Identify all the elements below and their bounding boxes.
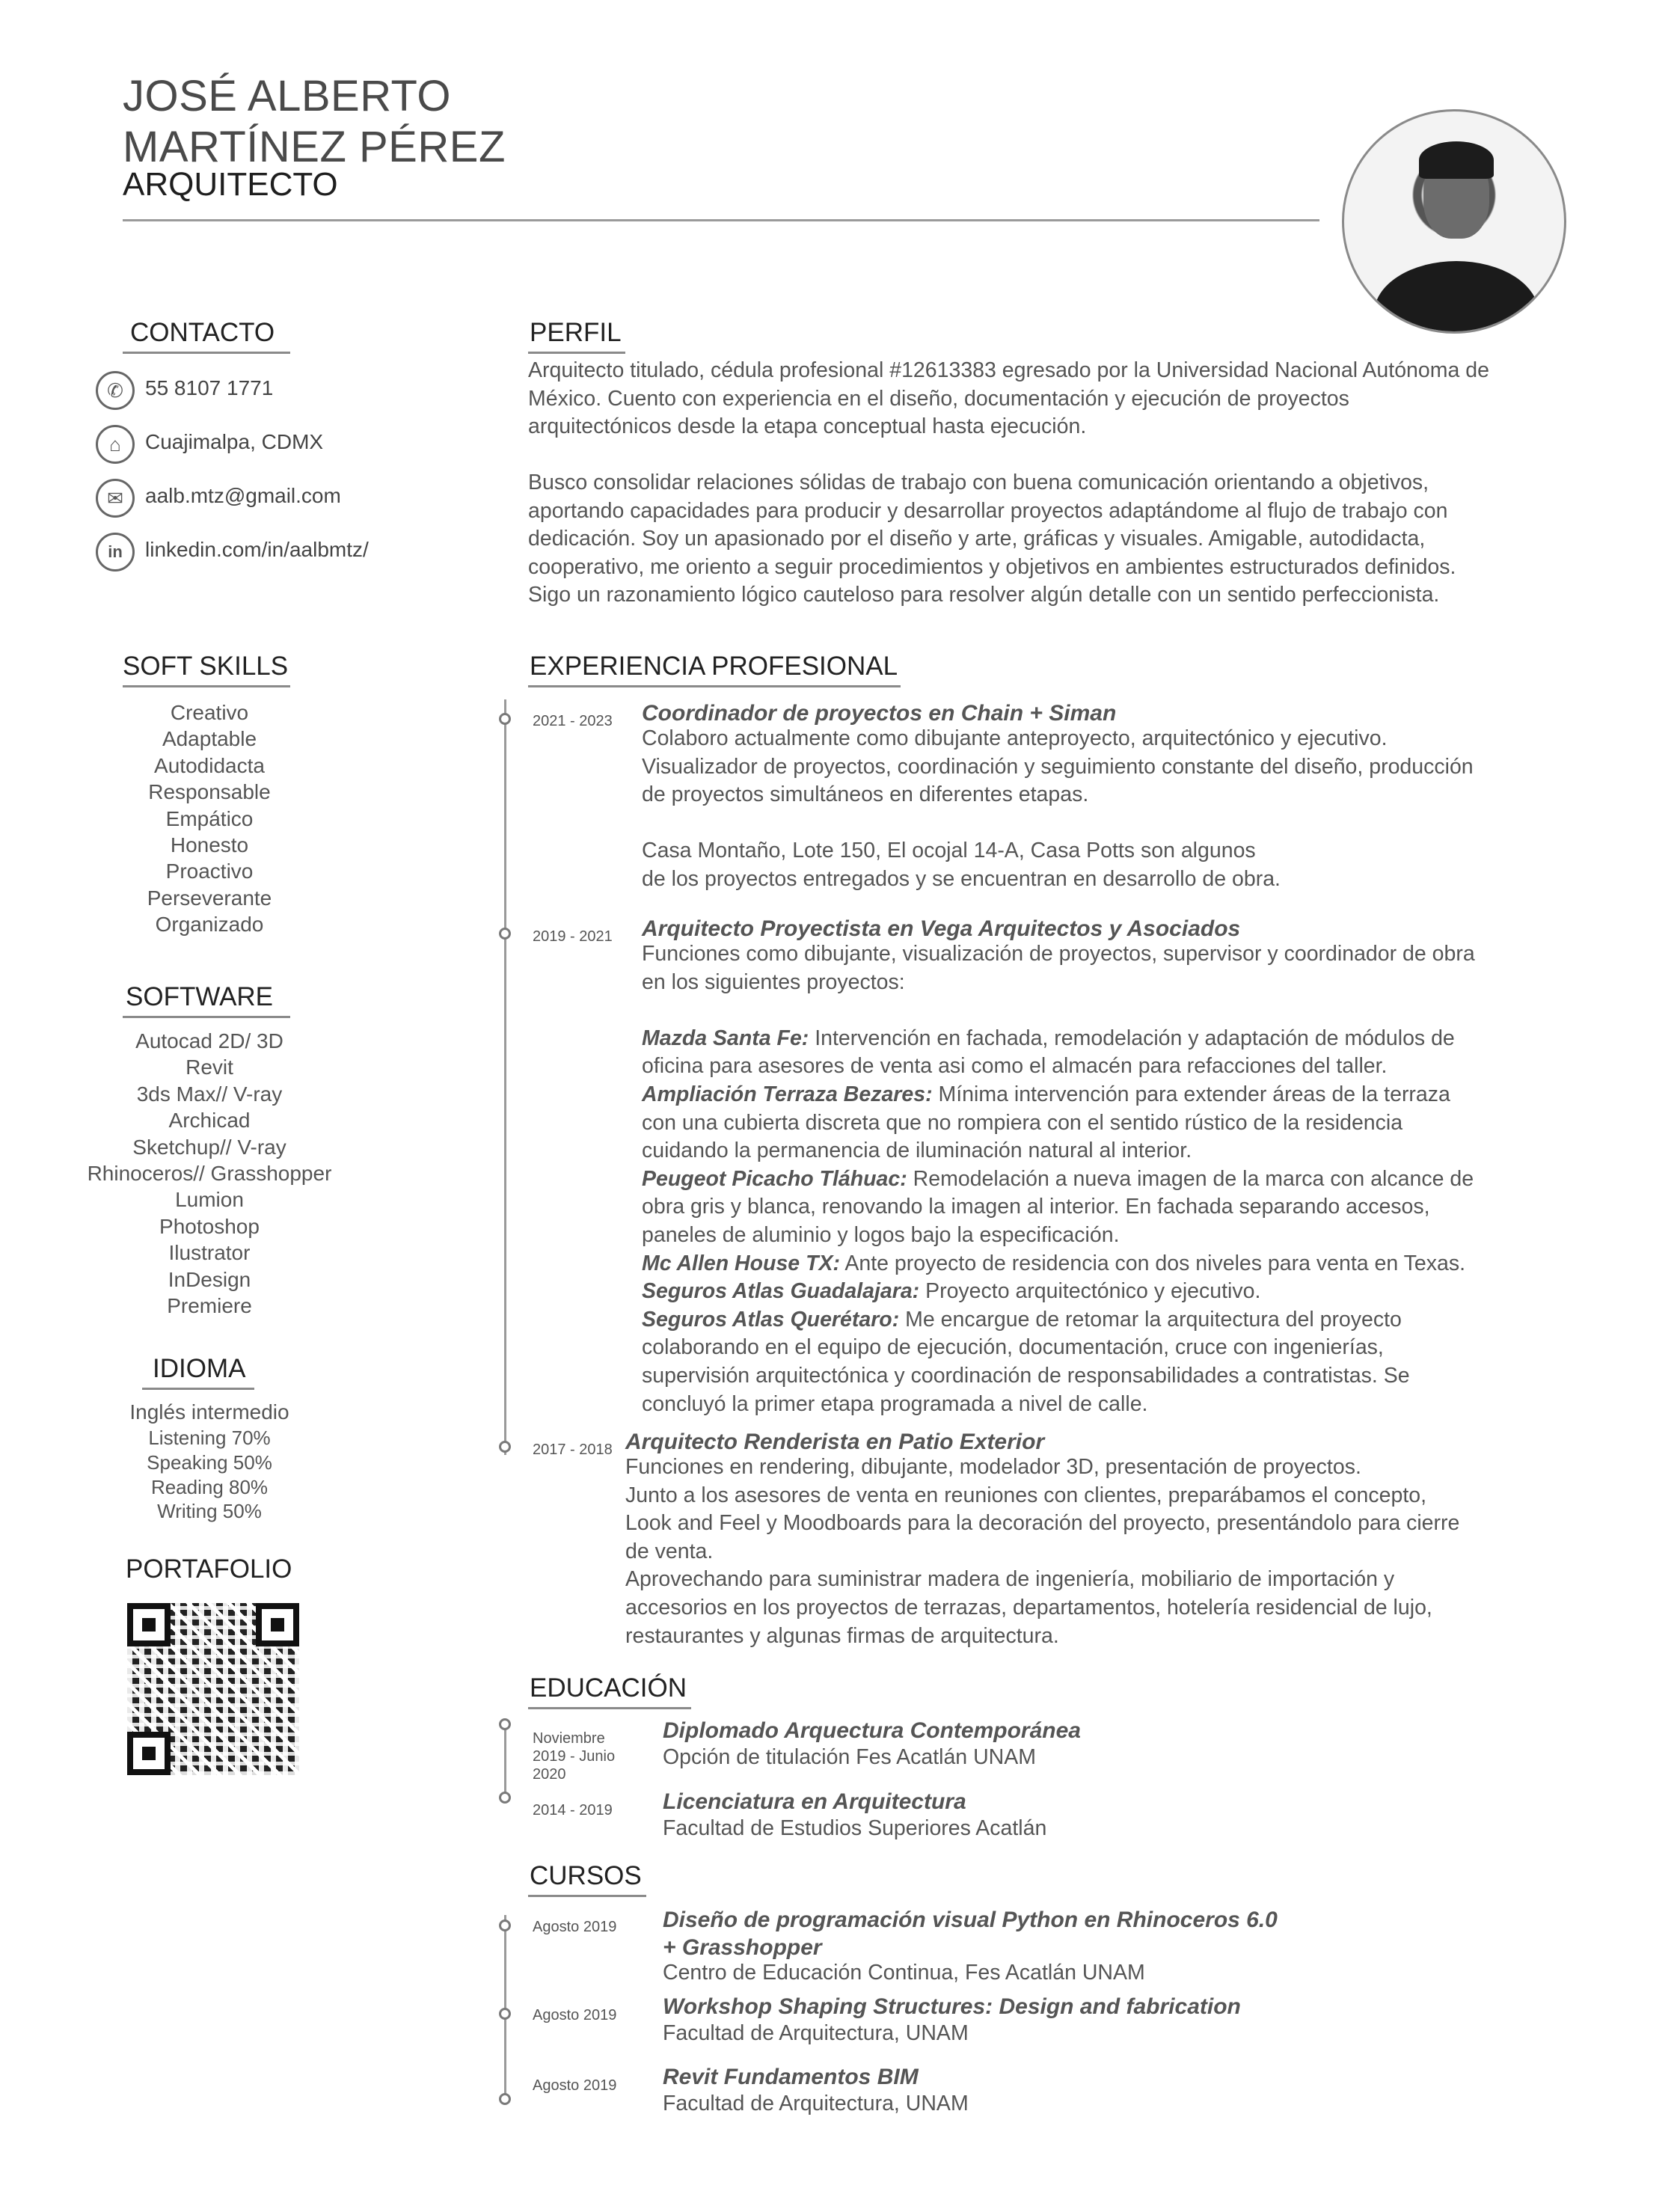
timeline-dot [499, 928, 511, 940]
name [123, 71, 506, 173]
project-line [642, 1165, 1614, 1194]
idioma-underline [142, 1388, 254, 1390]
software-underline [123, 1016, 290, 1018]
name-line-2: MARTÍNEZ PÉREZ [123, 123, 506, 171]
project-name: Peugeot Picacho Tláhuac: [642, 1166, 907, 1191]
educacion-timeline [504, 1724, 506, 1799]
list-item: Photoshop [159, 1214, 260, 1238]
list-item: Ilustrator [168, 1241, 251, 1265]
header-divider [123, 219, 1319, 221]
list-item: 3ds Max// V-ray [136, 1082, 283, 1106]
job-line: Funciones en rendering, dibujante, modelador 3D, presentación de proyectos. [625, 1455, 1361, 1479]
list-item: InDesign [168, 1267, 251, 1291]
job-line: colaborando en el equipo de ejecución, documentación, cruce con ingenierías, [642, 1335, 1384, 1360]
list-item: Creativo [170, 701, 249, 724]
list-item: Empático [165, 806, 254, 830]
project-name: Seguros Atlas Querétaro: [642, 1307, 900, 1332]
job-date: 2019 - 2021 [533, 928, 613, 945]
project-name: Mazda Santa Fe: [642, 1026, 809, 1050]
course-title [663, 1906, 1278, 1961]
edu-date-line: 2020 [533, 1766, 566, 1783]
job-date: 2017 - 2018 [533, 1441, 613, 1458]
job-line: con una cubierta discreta que no rompiera con el sentido rústico de la residencia [642, 1110, 1403, 1135]
contact-phone[interactable]: 55 8107 1771 [145, 376, 274, 399]
list-item: Listening 70% [148, 1427, 271, 1449]
project-name: Mc Allen House TX: [642, 1251, 840, 1275]
edu-title: Diplomado Arquectura Contemporánea [663, 1718, 1081, 1743]
software-heading: SOFTWARE [126, 982, 274, 1011]
project-name: Ampliación Terraza Bezares: [642, 1082, 933, 1106]
list-item: Rhinoceros// Grasshopper [87, 1162, 332, 1186]
qr-finder [256, 1603, 299, 1646]
job-line: Visualizador de proyectos, coordinación y seguimiento constante del diseño, producción [642, 754, 1474, 779]
project-text: Remodelación a nueva imagen de la marca con alcance de [907, 1166, 1474, 1191]
job-line: restaurantes y algunas firmas de arquitectura. [625, 1623, 1059, 1648]
course-date: Agosto 2019 [533, 2077, 617, 2094]
list-item: Speaking 50% [147, 1450, 272, 1474]
course-title: Workshop Shaping Structures: Design and fabrication [663, 1994, 1241, 2019]
linkedin-icon: in [96, 533, 135, 572]
perfil-line: Arquitecto titulado, cédula profesional #12613383 egresado por la Universidad Nacional Autónoma de [528, 358, 1489, 382]
perfil-heading: PERFIL [530, 318, 622, 347]
list-item: Inglés intermedio [129, 1400, 289, 1424]
job-line: Look and Feel y Moodboards para la decoración del proyecto, presentándolo para cierre [625, 1511, 1460, 1536]
perfil-line: aportando capacidades para producir y desarrollar proyectos adaptándome al flujo de trabajo con [528, 498, 1448, 523]
experiencia-heading: EXPERIENCIA PROFESIONAL [530, 652, 898, 681]
experiencia-underline [528, 685, 901, 687]
perfil-text [528, 357, 1605, 441]
list-item: Sketchup// V-ray [132, 1135, 286, 1159]
list-item: Proactivo [165, 860, 254, 883]
project-line [642, 1025, 1614, 1053]
job-line: de venta. [625, 1539, 714, 1563]
name-line-1: JOSÉ ALBERTO [123, 72, 452, 120]
job-line: concluyó la primer etapa programada a nivel de calle. [642, 1391, 1148, 1416]
contact-email[interactable]: aalb.mtz@gmail.com [145, 484, 341, 507]
course-date: Agosto 2019 [533, 2007, 617, 2023]
job-line: en los siguientes proyectos: [642, 969, 905, 994]
project-name: Seguros Atlas Guadalajara: [642, 1279, 920, 1304]
perfil-line: Busco consolidar relaciones sólidas de trabajo con buena comunicación orientando a objetivos, [528, 471, 1429, 494]
qr-finder [127, 1732, 171, 1775]
course-institution: Facultad de Arquitectura, UNAM [663, 2021, 969, 2045]
contact-linkedin[interactable]: linkedin.com/in/aalbmtz/ [145, 538, 369, 561]
timeline-dot [499, 1718, 511, 1730]
job-line: Casa Montaño, Lote 150, El ocojal 14-A, Casa Potts son algunos [642, 839, 1256, 863]
job-line: Funciones como dibujante, visualización de proyectos, supervisor y coordinador de obra [642, 942, 1475, 966]
perfil-line: Sigo un razonamiento lógico cauteloso para resolver algún detalle con un sentido perfeccionista. [528, 583, 1440, 607]
project-line [642, 1250, 1614, 1278]
job-title: Coordinador de proyectos en Chain + Siman [642, 701, 1117, 726]
list-item: Premiere [167, 1294, 252, 1318]
timeline-dot [499, 713, 511, 725]
timeline-dot [499, 1441, 511, 1453]
job-line: Junto a los asesores de venta en reuniones con clientes, preparábamos el concepto, [625, 1483, 1427, 1507]
edu-subtitle: Facultad de Estudios Superiores Acatlán [663, 1816, 1047, 1840]
project-line [642, 1081, 1614, 1109]
project-line [642, 1306, 1614, 1335]
job-line: paneles de aluminio y logos bajo la especificación. [642, 1222, 1120, 1247]
job-title: Arquitecto Renderista en Patio Exterior [625, 1430, 1045, 1454]
soft-skills-list [45, 699, 374, 938]
list-item: Lumion [175, 1188, 244, 1212]
perfil-text-2 [528, 469, 1605, 610]
course-institution: Facultad de Arquitectura, UNAM [663, 2092, 969, 2115]
job-line: supervisión arquitectónica y coordinación de responsabilidades a contratistas. Se [642, 1363, 1410, 1388]
job-line: accesorios en los proyectos de terrazas, departamentos, hotelería residencial de lujo, [625, 1595, 1432, 1620]
course-date: Agosto 2019 [533, 1919, 617, 1935]
project-text: Me encargue de retomar la arquitectura del proyecto [899, 1307, 1402, 1332]
edu-subtitle: Opción de titulación Fes Acatlán UNAM [663, 1745, 1036, 1769]
list-item: Autodidacta [154, 753, 265, 777]
job-line: oficina para asesores de venta asi como el almacén para refacciones del taller. [642, 1054, 1388, 1079]
portafolio-heading: PORTAFOLIO [126, 1554, 292, 1584]
soft-skills-underline [123, 685, 290, 687]
edu-date [533, 1729, 615, 1783]
timeline-dot [499, 2093, 511, 2105]
job-line-gap [642, 809, 1614, 838]
list-item: Honesto [170, 833, 249, 857]
course-title-line: + Grasshopper [663, 1935, 822, 1960]
phone-icon: ✆ [96, 371, 135, 410]
job-line: obra gris y blanca, renovando la imagen al interior. En fachada separando accesos, [642, 1195, 1430, 1219]
educacion-heading: EDUCACIÓN [530, 1673, 687, 1703]
project-text: Ante proyecto de residencia con dos niveles para venta en Texas. [839, 1251, 1465, 1275]
perfil-line: arquitectónicos desde la etapa conceptual hasta ejecución. [528, 414, 1087, 439]
edu-date-line: Noviembre [533, 1730, 605, 1747]
educacion-underline [528, 1707, 691, 1709]
job-description [625, 1453, 1613, 1650]
project-line [642, 1278, 1614, 1306]
list-item: Reading 80% [150, 1475, 269, 1498]
job-description [642, 725, 1614, 894]
list-item: Perseverante [147, 886, 272, 910]
list-item: Organizado [155, 913, 264, 937]
job-description [642, 940, 1614, 1418]
contacto-underline [123, 352, 290, 354]
job-title: Arquitecto Proyectista en Vega Arquitectos y Asociados [642, 916, 1241, 941]
perfil-line: México. Cuento con experiencia en el diseño, documentación y ejecución de proyectos [528, 386, 1349, 411]
edu-title: Licenciatura en Arquitectura [663, 1789, 966, 1814]
job-line: de los proyectos entregados y se encuentran en desarrollo de obra. [642, 866, 1281, 891]
photo-hair [1419, 141, 1494, 179]
photo-shoulders [1374, 261, 1539, 334]
job-line: Aprovechando para suministrar madera de ingeniería, mobiliario de importación y [625, 1567, 1395, 1592]
project-text: Mínima intervención para extender áreas de la terraza [932, 1082, 1450, 1106]
cursos-heading: CURSOS [530, 1861, 642, 1890]
course-title: Revit Fundamentos BIM [663, 2065, 919, 2089]
project-text: Proyecto arquitectónico y ejecutivo. [919, 1279, 1261, 1304]
timeline-dot [499, 1919, 511, 1931]
contacto-heading: CONTACTO [130, 318, 275, 347]
soft-skills-heading: SOFT SKILLS [123, 652, 289, 681]
list-item: Adaptable [162, 727, 257, 751]
list-item: Responsable [148, 780, 271, 804]
job-line-gap [642, 996, 1614, 1025]
course-institution: Centro de Educación Continua, Fes Acatlán UNAM [663, 1961, 1145, 1985]
list-item: Revit [186, 1055, 233, 1079]
job-line: cuidando la permanencia de iluminación natural al interior. [642, 1139, 1192, 1163]
timeline-dot [499, 2008, 511, 2020]
experiencia-timeline [504, 699, 506, 1455]
cursos-underline [528, 1895, 646, 1897]
job-line: de proyectos simultáneos en diferentes etapas. [642, 782, 1089, 807]
perfil-line: dedicación. Soy un apasionado por el diseño y arte, gráficas y visuales. Amigable, autodidacta, [528, 527, 1426, 551]
job-date: 2021 - 2023 [533, 713, 613, 729]
software-list [45, 1028, 374, 1319]
list-item: Writing 50% [157, 1500, 262, 1523]
list-item: Autocad 2D/ 3D [135, 1029, 283, 1053]
edu-date: 2014 - 2019 [533, 1802, 613, 1819]
list-item: Archicad [168, 1109, 251, 1133]
perfil-underline [528, 352, 625, 354]
contact-location: Cuajimalpa, CDMX [145, 430, 324, 453]
perfil-line: cooperativo, me oriento a seguir procedimientos y objetivos en ambientes estructurados definidos. [528, 554, 1456, 579]
portafolio-qr-code[interactable] [127, 1603, 299, 1775]
idioma-list [45, 1399, 374, 1524]
job-line: Colaboro actualmente como dibujante anteproyecto, arquitectónico y ejecutivo. [642, 726, 1388, 750]
profile-photo [1342, 109, 1566, 334]
project-text: Intervención en fachada, remodelación y adaptación de módulos de [809, 1026, 1455, 1050]
edu-date-line: 2019 - Junio [533, 1748, 616, 1765]
home-icon: ⌂ [96, 425, 135, 464]
mail-icon: ✉ [96, 479, 135, 518]
course-title-line: Diseño de programación visual Python en Rhinoceros 6.0 [663, 1908, 1278, 1932]
idioma-heading: IDIOMA [153, 1354, 246, 1383]
timeline-dot [499, 1792, 511, 1804]
qr-finder [127, 1603, 171, 1646]
job-role: ARQUITECTO [123, 166, 338, 203]
